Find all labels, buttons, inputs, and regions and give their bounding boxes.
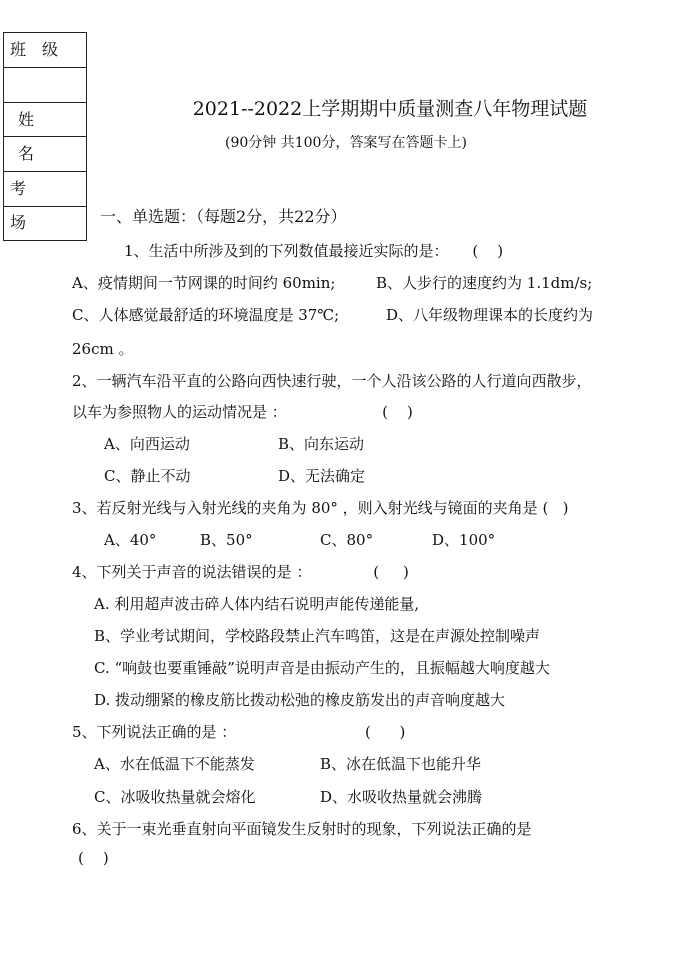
section-heading: 一、单选题：（每题2分，共22分） [100, 207, 347, 226]
exam-subtitle: (90分钟 共100分，答案写在答题卡上) [225, 135, 467, 151]
q4-option-a: A. 利用超声波击碎人体内结石说明声能传递能量, [94, 595, 420, 613]
info-box [3, 32, 87, 241]
q1-stem: 1、生活中所涉及到的下列数值最接近实际的是： ( ) [124, 242, 504, 260]
class-label: 班级 [4, 33, 86, 68]
q5-option-b: B、冰在低温下也能升华 [320, 755, 482, 773]
exam-title: 2021--2022上学期期中质量测查八年物理试题 [192, 98, 588, 120]
q3-stem: 3、若反射光线与入射光线的夹角为 80° ，则入射光线与镜面的夹角是 ( ) [72, 499, 569, 517]
q2-option-d: D、无法确定 [278, 467, 366, 485]
q6-answer-blank: ( ) [78, 849, 109, 867]
q2-stem-line2: 以车为参照物人的运动情况是 ： ( ) [72, 403, 413, 421]
q3-option-a: A、40° [104, 531, 157, 549]
q5-option-a: A、水在低温下不能蒸发 [94, 755, 255, 773]
q5-option-c: C、冰吸收热量就会熔化 [94, 788, 256, 806]
q4-option-c: C. “响鼓也要重锤敲”说明声音是由振动产生的，且振幅越大响度越大 [94, 659, 550, 677]
q1-option-d: D、八年级物理课本的长度约为 [386, 306, 594, 324]
q1-option-b: B、人步行的速度约为 1.1dm/s; [376, 274, 593, 292]
q3-option-c: C、80° [320, 531, 374, 549]
q2-option-a: A、向西运动 [104, 435, 190, 453]
name-label: 姓名 [4, 103, 86, 138]
room-label: 考场 [4, 172, 86, 207]
q4-stem: 4、下列关于声音的说法错误的是 ： ( ) [72, 563, 409, 581]
q6-stem: 6、关于一束光垂直射向平面镜发生反射时的现象，下列说法正确的是 [72, 820, 532, 838]
q4-option-b: B、学业考试期间，学校路段禁止汽车鸣笛，这是在声源处控制噪声 [94, 627, 541, 645]
q5-option-d: D、水吸收热量就会沸腾 [320, 788, 483, 806]
q5-stem: 5、下列说法正确的是 ： ( ) [72, 723, 406, 741]
q4-option-d: D. 拨动绷紧的橡皮筋比拨动松弛的橡皮筋发出的声音响度越大 [94, 691, 506, 709]
q2-option-b: B、向东运动 [278, 435, 365, 453]
q1-option-a: A、疫情期间一节网课的时间约 60min; [72, 274, 336, 292]
q1-option-c: C、人体感觉最舒适的环境温度是 37℃; [72, 306, 340, 324]
q2-option-c: C、静止不动 [104, 467, 191, 485]
q1-option-d-cont: 26cm 。 [72, 340, 134, 358]
q3-option-d: D、100° [432, 531, 496, 549]
q2-stem-line1: 2、一辆汽车沿平直的公路向西快速行驶，一个人沿该公路的人行道向西散步， [72, 372, 592, 390]
q3-option-b: B、50° [200, 531, 253, 549]
